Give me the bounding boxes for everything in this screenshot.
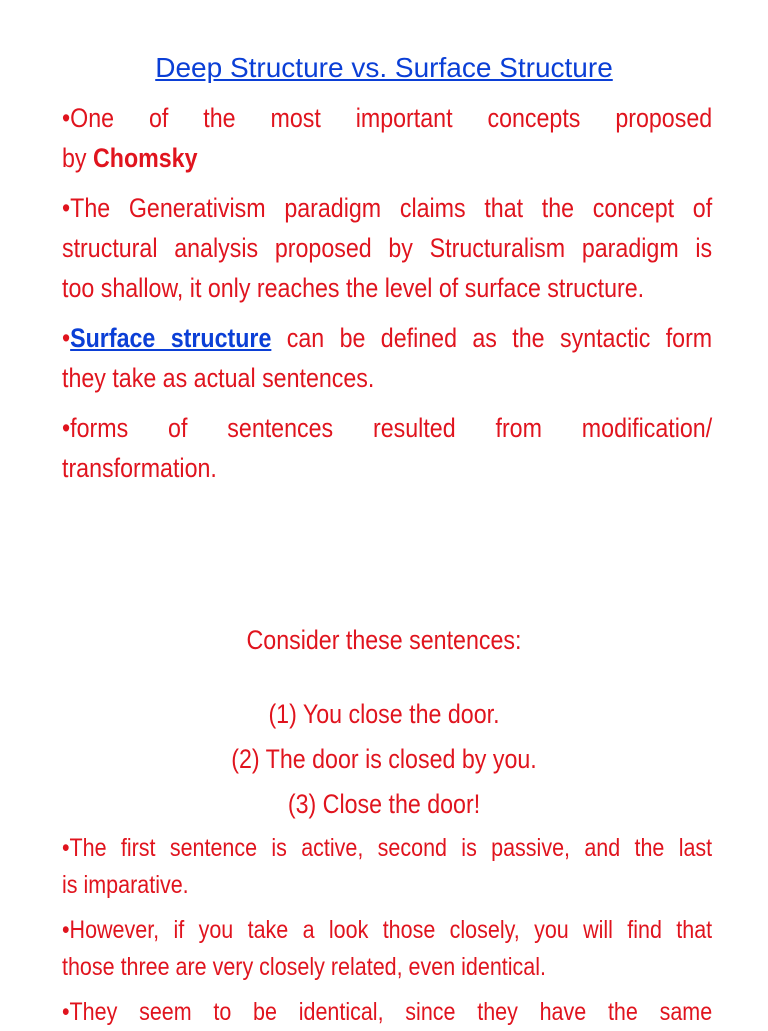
p3-line2: they take as actual sentences. bbox=[62, 363, 375, 393]
paragraph-however bbox=[62, 912, 712, 986]
paragraph-first-sentence bbox=[62, 830, 712, 904]
paragraph-surface-structure bbox=[62, 318, 712, 398]
chomsky-name: Chomsky bbox=[92, 143, 198, 173]
p6-line1: •However, if you take a look those closely, you will find that bbox=[62, 916, 713, 944]
example-1: (1) You close the door. bbox=[268, 699, 500, 729]
paragraph-chomsky bbox=[62, 98, 712, 178]
example-3: (3) Close the door! bbox=[287, 789, 481, 819]
p4-line2: transformation. bbox=[62, 453, 217, 483]
paragraph-generativism bbox=[62, 188, 712, 308]
p1-line1: •One of the most important concepts proposed bbox=[62, 103, 713, 133]
page-title: Deep Structure vs. Surface Structure bbox=[155, 52, 613, 83]
p2-line1: •The Generativism paradigm claims that the concept of bbox=[62, 193, 713, 223]
p6-line2: those three are very closely related, even identical. bbox=[62, 953, 547, 981]
paragraph-forms bbox=[62, 408, 712, 488]
p5-line1: •The first sentence is active, second is passive, and the last bbox=[62, 834, 713, 862]
p2-line3: too shallow, it only reaches the level of surface structure. bbox=[62, 273, 645, 303]
p7-line1: •They seem to be identical, since they have the same bbox=[62, 998, 713, 1026]
paragraph-they-seem bbox=[62, 994, 712, 1031]
p4-line1: •forms of sentences resulted from modification/ bbox=[62, 413, 713, 443]
p3-line1: •Surface structure can be defined as the syntactic form bbox=[62, 323, 713, 353]
p1-line2: by Chomsky bbox=[62, 143, 198, 173]
p5-line2: is imparative. bbox=[62, 871, 189, 899]
p2-line2: structural analysis proposed by Structuralism paradigm is bbox=[62, 233, 713, 263]
example-2: (2) The door is closed by you. bbox=[231, 744, 537, 774]
consider-heading: Consider these sentences: bbox=[246, 625, 522, 655]
surface-structure-term: Surface structure bbox=[70, 323, 272, 353]
